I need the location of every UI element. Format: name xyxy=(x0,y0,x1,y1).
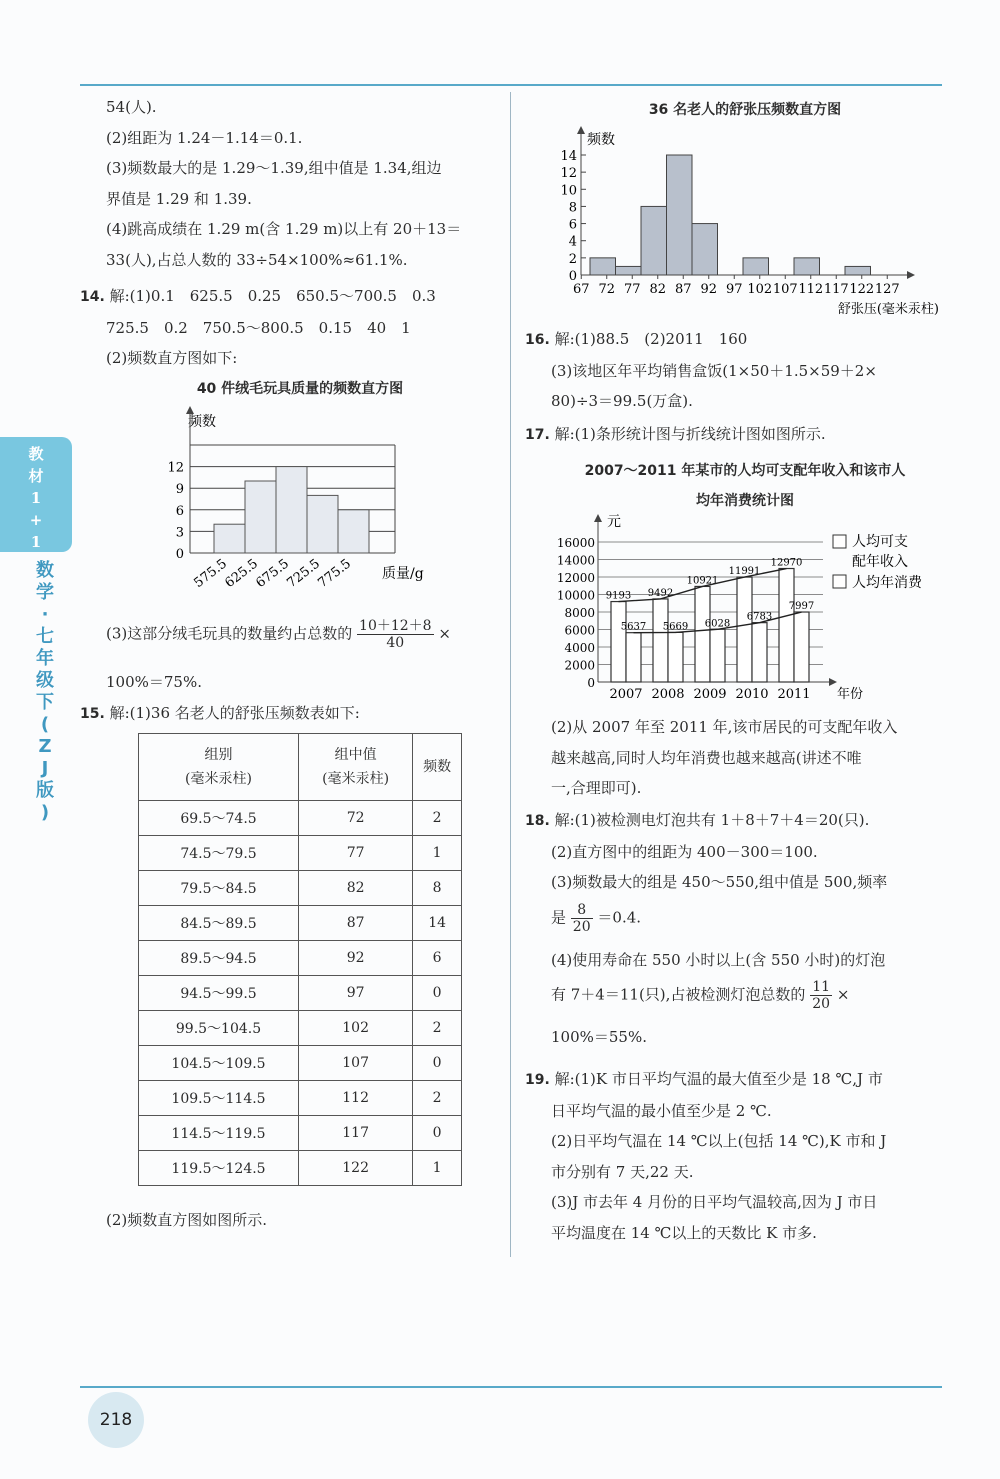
x-tick-label: 775.5 xyxy=(315,556,354,592)
table-row xyxy=(139,906,462,941)
table-row xyxy=(139,1151,462,1186)
answer-line: (2)组距为 1.24－1.14＝0.1. xyxy=(106,128,303,147)
table-cell: 79.5～84.5 xyxy=(139,871,299,906)
table-cell: 107 xyxy=(299,1046,413,1081)
answer-line: 解:(1)条形统计图与折线统计图如图所示. xyxy=(554,424,826,443)
consumption-data-label: 7997 xyxy=(788,601,815,613)
fraction-numerator: 11 xyxy=(812,979,831,995)
x-tick-label: 2010 xyxy=(735,687,769,702)
answer-line: (3)频数最大的是 1.29～1.39,组中值是 1.34,组边 xyxy=(106,159,442,177)
answer-line: (2)日平均气温在 14 ℃以上(包括 14 ℃),K 市和 J xyxy=(551,1132,887,1150)
histogram-bar xyxy=(641,206,667,275)
side-tab-char: 材 xyxy=(28,467,44,485)
histogram-bar xyxy=(590,258,616,275)
x-axis-label: 舒张压(毫米汞柱) xyxy=(837,302,939,317)
income-bar xyxy=(695,586,710,682)
x-tick-label: 117 xyxy=(823,282,849,297)
side-label-char: 学 xyxy=(36,582,54,603)
income-data-label: 10921 xyxy=(686,575,719,587)
table-cell: 92 xyxy=(299,941,413,976)
income-data-label: 9492 xyxy=(647,587,674,599)
x-tick-label: 107 xyxy=(772,282,798,297)
table-cell: 6 xyxy=(413,941,462,976)
question-number: 15. xyxy=(80,706,105,722)
y-tick-label: 8 xyxy=(568,200,577,216)
answer-line: 解:(1)被检测电灯泡共有 1＋8＋7＋4＝20(只). xyxy=(554,811,870,829)
histogram-bar xyxy=(692,224,718,275)
x-axis-arrow xyxy=(907,271,915,279)
y-tick-label: 2000 xyxy=(564,658,595,673)
table-cell: 119.5～124.5 xyxy=(139,1151,299,1186)
answer-line: (3)这部分绒毛玩具的数量约占总数的 xyxy=(106,624,353,643)
table-header xyxy=(299,734,413,801)
bottom-rule xyxy=(80,1386,942,1388)
table-cell: 2 xyxy=(413,1081,462,1116)
question-number: 18. xyxy=(525,813,550,829)
table-row xyxy=(139,836,462,871)
table-cell: 0 xyxy=(413,1116,462,1151)
answer-line: (3)J 市去年 4 月份的日平均气温较高,因为 J 市日 xyxy=(551,1193,878,1211)
y-tick-label: 12000 xyxy=(556,571,595,585)
income-consumption-chart xyxy=(545,512,955,707)
consumption-data-label: 6028 xyxy=(704,618,731,630)
answer-line: 33(人),占总人数的 33÷54×100%≈61.1%. xyxy=(106,250,408,269)
consumption-bar xyxy=(710,629,725,682)
answer-line: ＝0.4. xyxy=(597,908,642,926)
y-tick-label: 4000 xyxy=(564,641,595,655)
legend-swatch-income xyxy=(833,535,846,548)
y-tick-label: 16000 xyxy=(556,536,595,550)
answer-line: (2)从 2007 年至 2011 年,该市居民的可支配年收入 xyxy=(551,718,898,736)
table-cell: 77 xyxy=(299,836,413,871)
fraction xyxy=(357,618,434,651)
fraction-denominator: 20 xyxy=(812,996,831,1012)
q19-block xyxy=(525,1064,950,1248)
side-label-char: 下 xyxy=(36,692,54,713)
header-group-unit: (毫米汞柱) xyxy=(185,771,252,787)
x-tick-label: 2008 xyxy=(651,687,685,702)
table-cell: 2 xyxy=(413,1011,462,1046)
q14-block xyxy=(80,281,500,374)
chart3-title-text: 2007～2011 年某市的人均可支配年收入和该市人均年消费统计图 xyxy=(584,463,906,509)
question-number: 19. xyxy=(525,1072,550,1088)
answer-line: 解:(1)0.1 625.5 0.25 650.5～700.5 0.3 xyxy=(109,287,436,305)
table-cell: 112 xyxy=(299,1081,413,1116)
x-tick-label: 92 xyxy=(700,282,718,297)
left-column xyxy=(106,92,501,275)
consumption-data-label: 6783 xyxy=(746,611,773,623)
legend-label-income: 配年收入 xyxy=(852,554,908,570)
answer-line: × xyxy=(438,624,451,643)
fraction-denominator: 40 xyxy=(386,635,405,651)
q15-block xyxy=(80,698,500,730)
answer-line: (2)直方图中的组距为 400－300＝100. xyxy=(551,842,818,861)
answer-line: (4)跳高成绩在 1.29 m(含 1.29 m)以上有 20＋13＝ xyxy=(106,220,462,238)
table-row xyxy=(139,1046,462,1081)
x-tick-label: 112 xyxy=(798,282,824,297)
column-divider xyxy=(510,92,511,1257)
y-axis-arrow xyxy=(594,514,602,522)
histogram-bar xyxy=(307,495,338,553)
answer-line: 市分别有 7 天,22 天. xyxy=(551,1162,694,1181)
legend-label-income: 人均可支 xyxy=(852,534,908,550)
x-tick-label: 77 xyxy=(623,282,641,297)
table-cell: 0 xyxy=(413,1046,462,1081)
question-number: 17. xyxy=(525,426,550,443)
income-data-label: 9193 xyxy=(605,590,632,602)
header-group: 组别 xyxy=(204,747,233,763)
toy-mass-histogram xyxy=(160,400,460,610)
fraction xyxy=(810,979,832,1012)
x-tick-label: 2009 xyxy=(693,687,727,702)
histogram-bar xyxy=(245,481,276,553)
side-subject-label xyxy=(30,560,60,824)
y-axis-arrow xyxy=(186,406,194,414)
y-tick-label: 6 xyxy=(568,217,577,233)
answer-line: (2)频数直方图如图所示. xyxy=(106,1211,268,1229)
table-header xyxy=(139,734,299,801)
answer-line: 54(人). xyxy=(106,98,157,116)
q16-block xyxy=(525,324,945,450)
y-tick-label: 10 xyxy=(560,183,577,199)
consumption-bar xyxy=(752,623,767,682)
y-axis-arrow xyxy=(577,126,585,134)
chart2-title: 36 名老人的舒张压频数直方图 xyxy=(648,102,842,118)
side-label-char: 年 xyxy=(36,648,54,669)
consumption-bar xyxy=(794,612,809,682)
table-cell: 74.5～79.5 xyxy=(139,836,299,871)
blood-pressure-histogram xyxy=(545,122,945,322)
table-cell: 1 xyxy=(413,836,462,871)
table-cell: 94.5～99.5 xyxy=(139,976,299,1011)
income-bar xyxy=(653,599,668,682)
q14-part3 xyxy=(106,618,506,698)
table-cell: 72 xyxy=(299,801,413,836)
legend-label-consumption: 人均年消费 xyxy=(852,575,922,591)
histogram-bar xyxy=(845,266,871,275)
x-axis-label: 质量/g xyxy=(382,566,424,582)
table-header: 频数 xyxy=(413,734,462,801)
table-cell: 117 xyxy=(299,1116,413,1151)
side-label-char: 七 xyxy=(36,626,54,647)
answer-line: 有 7＋4＝11(只),占被检测灯泡总数的 xyxy=(551,985,806,1004)
header-mid: 组中值 xyxy=(334,747,377,763)
x-tick-label: 97 xyxy=(725,282,743,297)
side-label-char: ( xyxy=(40,714,50,735)
x-tick-label: 625.5 xyxy=(222,556,261,592)
answer-line: 解:(1)K 市日平均气温的最大值至少是 18 ℃,J 市 xyxy=(554,1070,883,1088)
table-cell: 2 xyxy=(413,801,462,836)
table-row xyxy=(139,941,462,976)
answer-line: 解:(1)36 名老人的舒张压频数表如下: xyxy=(109,704,360,722)
table-cell: 89.5～94.5 xyxy=(139,941,299,976)
table-cell: 84.5～89.5 xyxy=(139,906,299,941)
x-tick-label: 122 xyxy=(849,282,875,297)
legend-swatch-consumption xyxy=(833,575,846,588)
answer-line: (4)使用寿命在 550 小时以上(含 550 小时)的灯泡 xyxy=(551,950,886,969)
x-tick-label: 102 xyxy=(747,282,773,297)
x-tick-label: 67 xyxy=(572,282,590,297)
table-cell: 14 xyxy=(413,906,462,941)
consumption-data-label: 5637 xyxy=(620,621,647,633)
y-tick-label: 0 xyxy=(175,547,184,562)
page-number: 218 xyxy=(88,1392,144,1448)
q18-block xyxy=(525,805,950,1053)
answer-line: × xyxy=(836,985,850,1004)
x-tick-label: 2011 xyxy=(777,687,811,702)
chart3-title xyxy=(560,456,930,516)
chart1-title: 40 件绒毛玩具质量的频数直方图 xyxy=(196,381,404,397)
x-tick-label: 87 xyxy=(674,282,692,297)
side-tab-char: 教 xyxy=(28,445,44,463)
income-data-label: 11991 xyxy=(728,566,761,578)
answer-line: 100%＝55%. xyxy=(551,1028,647,1046)
header-mid-unit: (毫米汞柱) xyxy=(322,771,390,787)
y-tick-label: 14000 xyxy=(556,553,595,568)
table-cell: 97 xyxy=(299,976,413,1011)
question-number: 16. xyxy=(525,332,550,348)
x-axis-label: 年份 xyxy=(837,687,864,702)
side-label-char: 版 xyxy=(36,780,54,801)
histogram-bar xyxy=(667,155,693,275)
y-tick-label: 6 xyxy=(175,503,184,519)
fraction-denominator: 20 xyxy=(572,918,591,935)
table-cell: 114.5～119.5 xyxy=(139,1116,299,1151)
x-tick-label: 72 xyxy=(598,282,616,297)
income-bar xyxy=(737,577,752,682)
y-tick-label: 12 xyxy=(560,166,577,182)
table-cell: 0 xyxy=(413,976,462,1011)
table-row xyxy=(139,801,462,836)
x-axis-arrow xyxy=(829,678,837,686)
side-label-char: · xyxy=(41,604,49,625)
top-rule xyxy=(80,84,942,86)
x-tick-label: 575.5 xyxy=(191,556,230,592)
answer-line: (3)该地区年平均销售盒饭(1×50＋1.5×59＋2× xyxy=(551,361,877,380)
table-cell: 8 xyxy=(413,871,462,906)
histogram-bar xyxy=(338,510,369,553)
histogram-bar xyxy=(794,258,820,275)
income-data-label: 12970 xyxy=(770,557,803,569)
y-tick-label: 6000 xyxy=(564,623,595,638)
consumption-bar xyxy=(668,632,683,682)
table-cell: 87 xyxy=(299,906,413,941)
consumption-bar xyxy=(626,633,641,682)
y-tick-label: 10000 xyxy=(556,588,595,603)
answer-line: 越来越高,同时人均年消费也越来越高(讲述不唯 xyxy=(551,748,862,767)
table-header-row xyxy=(139,734,462,801)
table-cell: 109.5～114.5 xyxy=(139,1081,299,1116)
y-axis-label: 频数 xyxy=(188,414,216,430)
answer-line: (2)频数直方图如下: xyxy=(106,349,238,367)
fraction-numerator: 8 xyxy=(571,902,593,919)
income-bar xyxy=(779,569,794,682)
table-row xyxy=(139,1116,462,1151)
y-axis-label: 元 xyxy=(607,514,621,530)
y-tick-label: 0 xyxy=(568,269,577,284)
answer-line: 界值是 1.29 和 1.39. xyxy=(106,189,252,208)
q15-part2 xyxy=(106,1205,506,1236)
x-tick-label: 675.5 xyxy=(253,556,292,592)
y-tick-label: 2 xyxy=(568,251,577,267)
q17-part2 xyxy=(551,712,951,804)
answer-line: 解:(1)88.5 (2)2011 160 xyxy=(554,330,748,348)
side-label-char: Z xyxy=(38,736,52,757)
side-tab-char: 1 xyxy=(30,489,42,507)
y-tick-label: 12 xyxy=(167,460,184,476)
answer-line: 是 xyxy=(551,908,567,926)
answer-line: 100%＝75%. xyxy=(106,673,202,691)
histogram-bar xyxy=(276,467,307,553)
x-tick-label: 127 xyxy=(874,282,900,297)
answer-line: 日平均气温的最小值至少是 2 ℃. xyxy=(551,1101,772,1120)
histogram-bar xyxy=(616,266,642,275)
side-tab-char: 1 xyxy=(30,533,42,551)
table-cell: 99.5～104.5 xyxy=(139,1011,299,1046)
table-row xyxy=(139,976,462,1011)
y-tick-label: 14 xyxy=(560,149,577,164)
y-tick-label: 9 xyxy=(175,482,184,498)
answer-line: 725.5 0.2 750.5～800.5 0.15 40 1 xyxy=(106,318,411,337)
y-tick-label: 4 xyxy=(568,234,577,250)
side-tab-char: + xyxy=(29,511,43,529)
x-tick-label: 82 xyxy=(649,282,667,297)
table-cell: 1 xyxy=(413,1151,462,1186)
fraction xyxy=(571,902,593,935)
question-number: 14. xyxy=(80,289,105,305)
table-row xyxy=(139,871,462,906)
table-cell: 69.5～74.5 xyxy=(139,801,299,836)
table-cell: 82 xyxy=(299,871,413,906)
y-tick-label: 0 xyxy=(587,676,595,690)
answer-line: 一,合理即可). xyxy=(551,779,642,797)
x-tick-label: 725.5 xyxy=(284,556,323,592)
table-cell: 122 xyxy=(299,1151,413,1186)
table-row xyxy=(139,1011,462,1046)
side-tab xyxy=(0,437,72,552)
histogram-bar xyxy=(214,524,245,553)
y-axis-label: 频数 xyxy=(587,132,615,148)
consumption-data-label: 5669 xyxy=(662,621,689,633)
x-tick-label: 2007 xyxy=(609,687,643,702)
table-row xyxy=(139,1081,462,1116)
side-label-char: J xyxy=(41,758,49,779)
side-label-char: 数 xyxy=(36,560,54,581)
answer-line: (3)频数最大的组是 450～550,组中值是 500,频率 xyxy=(551,873,888,891)
side-label-char: 级 xyxy=(36,670,54,691)
side-label-char: ) xyxy=(40,802,50,823)
table-cell: 102 xyxy=(299,1011,413,1046)
answer-line: 80)÷3＝99.5(万盒). xyxy=(551,392,693,410)
histogram-bar xyxy=(743,258,769,275)
fraction-numerator: 10＋12＋8 xyxy=(359,618,432,634)
answer-line: 平均温度在 14 ℃以上的天数比 K 市多. xyxy=(551,1223,817,1242)
blood-pressure-frequency-table xyxy=(138,733,462,1186)
y-tick-label: 8000 xyxy=(564,606,595,620)
y-tick-label: 3 xyxy=(175,525,184,541)
table-cell: 104.5～109.5 xyxy=(139,1046,299,1081)
income-bar xyxy=(611,602,626,682)
